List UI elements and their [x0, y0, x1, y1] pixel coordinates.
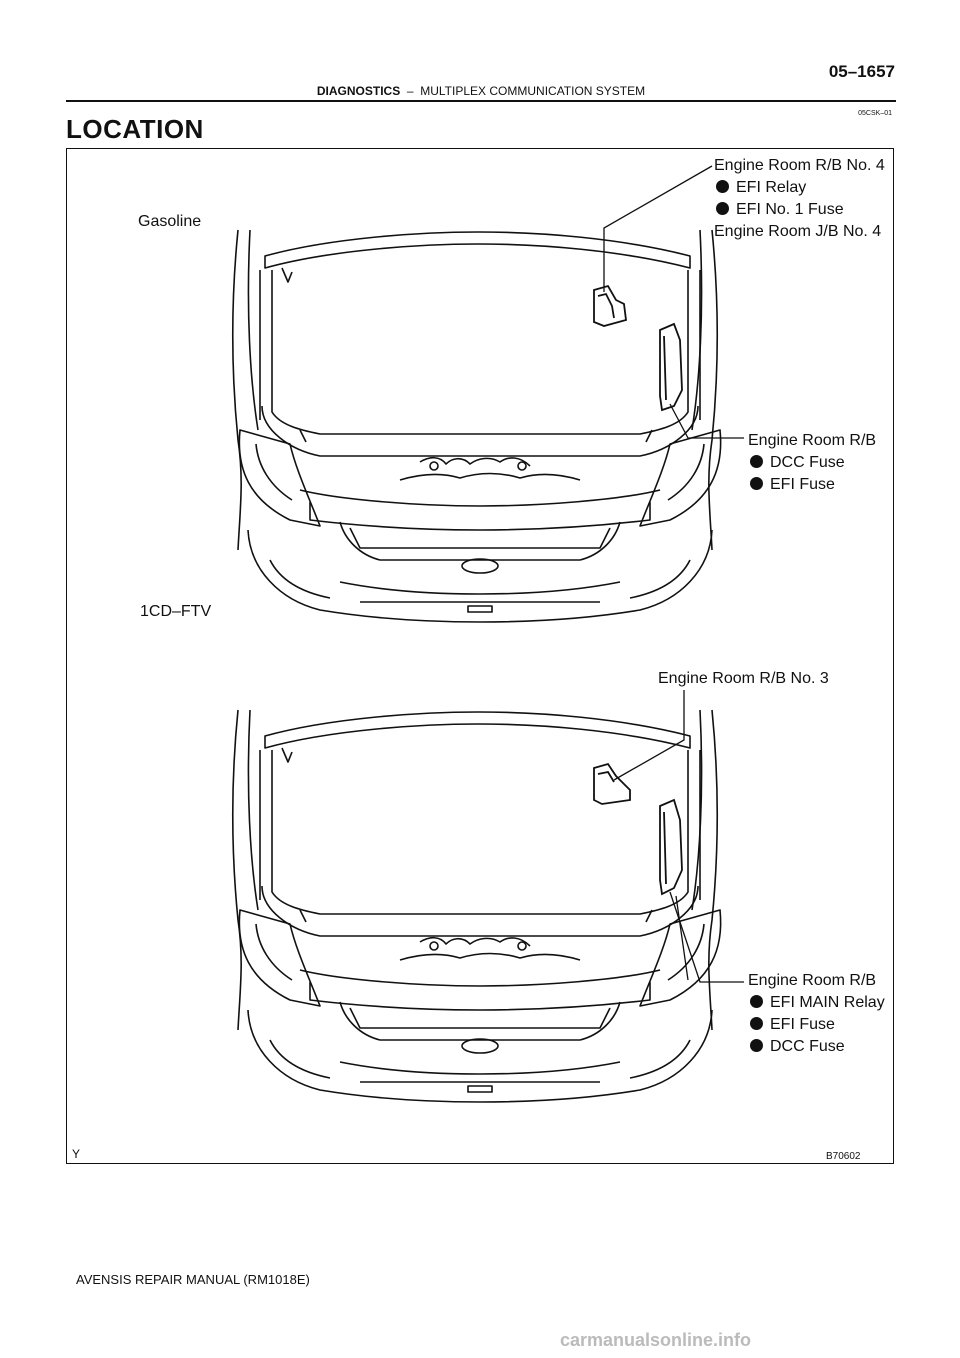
diesel-rb-no3-label: Engine Room R/B No. 3	[658, 670, 829, 687]
figure-code: B70602	[826, 1151, 861, 1162]
figure-mark: Y	[72, 1147, 81, 1161]
page-heading: LOCATION	[66, 114, 204, 144]
bullet-icon	[750, 995, 763, 1008]
gasoline-rb-no4-item: EFI Relay	[716, 179, 806, 197]
gasoline-title: Gasoline	[138, 213, 202, 230]
bullet-icon	[750, 1039, 763, 1052]
page-number: 05–1657	[828, 62, 895, 81]
diesel-rb-item: DCC Fuse	[750, 1038, 845, 1056]
diesel-rb-label: Engine Room R/B	[748, 972, 877, 989]
footer-text: AVENSIS REPAIR MANUAL (RM1018E)	[76, 1272, 310, 1287]
diesel-rb-item: EFI Fuse	[750, 1016, 835, 1034]
gasoline-rb-item: DCC Fuse	[750, 454, 845, 472]
gasoline-rb-label: Engine Room R/B	[748, 432, 877, 449]
header-separator: –	[406, 84, 414, 98]
gasoline-engine-bay-drawing	[233, 230, 721, 622]
gasoline-rb-no4-label: Engine Room R/B No. 4	[714, 157, 885, 174]
gasoline-jb-no4-label: Engine Room J/B No. 4	[714, 223, 882, 240]
bullet-icon	[750, 455, 763, 468]
diesel-engine-bay-drawing	[233, 710, 721, 1102]
section-title: DIAGNOSTICS	[316, 84, 401, 98]
diesel-title: 1CD–FTV	[140, 603, 212, 620]
bullet-icon	[716, 180, 729, 193]
gasoline-rb-no4-item: EFI No. 1 Fuse	[716, 201, 844, 219]
watermark-text: carmanualsonline.info	[560, 1330, 752, 1350]
bullet-icon	[750, 1017, 763, 1030]
diesel-relay-boxes	[594, 764, 682, 894]
gasoline-rb-item: EFI Fuse	[750, 476, 835, 494]
subsection-title: MULTIPLEX COMMUNICATION SYSTEM	[420, 84, 646, 98]
doc-code: 05CSK–01	[858, 110, 892, 117]
gasoline-relay-boxes	[594, 286, 682, 410]
bullet-icon	[750, 477, 763, 490]
bullet-icon	[716, 202, 729, 215]
diesel-rb-item: EFI MAIN Relay	[750, 994, 885, 1012]
